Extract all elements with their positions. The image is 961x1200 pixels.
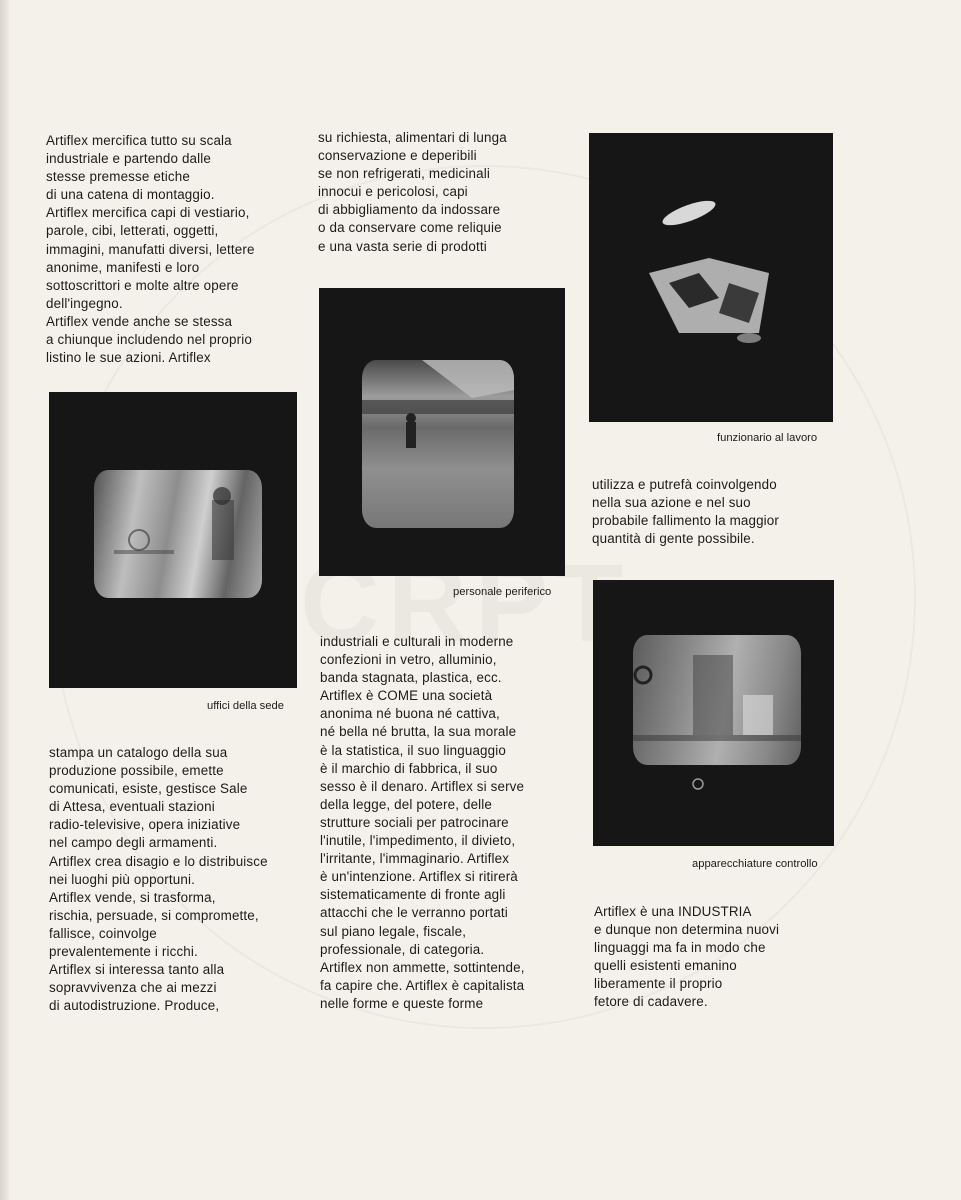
photo-funzionario-al-lavoro: [589, 133, 833, 422]
tv-screen: [362, 360, 514, 528]
col3-paragraph-1: utilizza e putrefà coinvolgendo nella sua azione e nel suo probabile fallimento la maggior quantità di gente possibile.: [592, 477, 780, 547]
caption-funzionario-al-lavoro: funzionario al lavoro: [717, 432, 818, 444]
col1-paragraph-1: Artiflex mercifica tutto su scala industriale e partendo dalle stesse premesse etiche di una catena di montaggio. Artiflex mercifica capi di vestiario, parole, cibi, letterati, oggetti, immagini, manufatti diversi, lettere anonime, manifesti e loro sottoscrittori e molte altre opere dell'ingegno. Artiflex vende anche se stessa a chiunque includendo nel proprio listino le sue azioni. Artiflex: [46, 133, 255, 366]
caption-personale-periferico: personale periferico: [453, 586, 552, 598]
photo-personale-periferico: [319, 288, 565, 576]
col2-paragraph-1: su richiesta, alimentari di lunga conservazione e deperibili se non refrigerati, medicinali innocui e pericolosi, capi di abbigliamento da indossare o da conservare come reliquie e una vasta serie di prodotti: [318, 130, 507, 254]
col2-paragraph-2: industriali e culturali in moderne confezioni in vetro, alluminio, banda stagnata, plastica, ecc. Artiflex è COME una società anonima né buona né cattiva, né bella né brutta, la sua morale è la statistica, il suo linguaggio è il marchio di fabbrica, il suo sesso è il denaro. Artiflex si serve della legge, del potere, delle strutture sociali per patrocinare l'inutile, l'impedimento, il divieto, l'irritante, l'immaginario. Artiflex è un'intenzione. Artiflex si ritirerà sistematicamente di fronte agli attacchi che le verranno portati sul piano legale, fiscale, professionale, di categoria. Artiflex non ammette, sottintende, fa capire che. Artiflex è capitalista nelle forme e queste forme: [320, 634, 525, 1011]
page-spine: [0, 0, 9, 1200]
col1-paragraph-2: stampa un catalogo della sua produzione possibile, emette comunicati, esiste, gestisce Sale di Attesa, eventuali stazioni radio-televisive, opera iniziative nel campo degli armamenti. Artiflex crea disagio e lo distribuisce nei luoghi più opportuni. Artiflex vende, si trasforma, rischia, persuade, si compromette, fallisce, coinvolge prevalentemente i ricchi. Artiflex si interessa tanto alla sopravvivenza che ai mezzi di autodistruzione. Produce,: [49, 745, 268, 1014]
col3-paragraph-2: Artiflex è una INDUSTRIA e dunque non determina nuovi linguaggi ma fa in modo che quelli esistenti emanino liberamente il proprio fetore di cadavere.: [594, 904, 780, 1010]
caption-apparecchiature-controllo: apparecchiature controllo: [692, 858, 818, 870]
tv-knob-icon: [691, 777, 705, 791]
tv-screen: [94, 470, 262, 598]
caption-uffici-della-sede: uffici della sede: [207, 700, 284, 712]
photo-apparecchiature-controllo: [593, 580, 834, 846]
tv-screen: [633, 635, 801, 765]
photo-uffici-della-sede: [49, 392, 297, 688]
